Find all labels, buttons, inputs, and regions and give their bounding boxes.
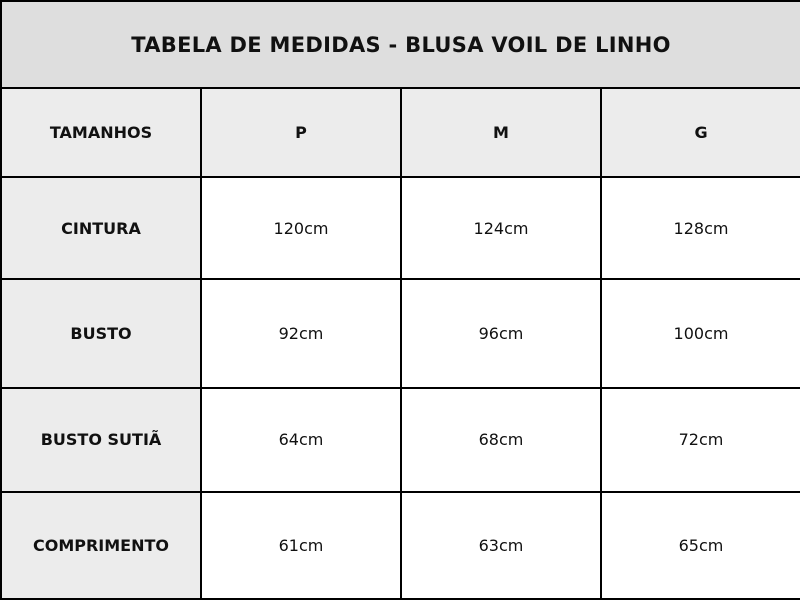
cell-comprimento-g: 65cm: [601, 492, 800, 599]
table-row: [1, 177, 800, 279]
header-size-m: M: [401, 88, 601, 177]
table-title: TABELA DE MEDIDAS - BLUSA VOIL DE LINHO: [1, 1, 800, 88]
row-label-busto: BUSTO: [1, 279, 201, 387]
cell-cintura-g: 128cm: [601, 177, 800, 279]
cell-comprimento-m: 63cm: [401, 492, 601, 599]
cell-busto-sutia-m: 68cm: [401, 388, 601, 492]
row-label-busto-sutia: BUSTO SUTIÃ: [1, 388, 201, 492]
cell-cintura-m: 124cm: [401, 177, 601, 279]
header-row: [1, 88, 800, 177]
table-row: [1, 279, 800, 387]
cell-busto-m: 96cm: [401, 279, 601, 387]
header-label-tamanhos: TAMANHOS: [1, 88, 201, 177]
row-label-comprimento: COMPRIMENTO: [1, 492, 201, 599]
table-row: [1, 492, 800, 599]
header-size-g: G: [601, 88, 800, 177]
cell-busto-p: 92cm: [201, 279, 401, 387]
cell-comprimento-p: 61cm: [201, 492, 401, 599]
row-label-cintura: CINTURA: [1, 177, 201, 279]
cell-cintura-p: 120cm: [201, 177, 401, 279]
cell-busto-sutia-g: 72cm: [601, 388, 800, 492]
table-row: [1, 388, 800, 492]
cell-busto-sutia-p: 64cm: [201, 388, 401, 492]
header-size-p: P: [201, 88, 401, 177]
cell-busto-g: 100cm: [601, 279, 800, 387]
